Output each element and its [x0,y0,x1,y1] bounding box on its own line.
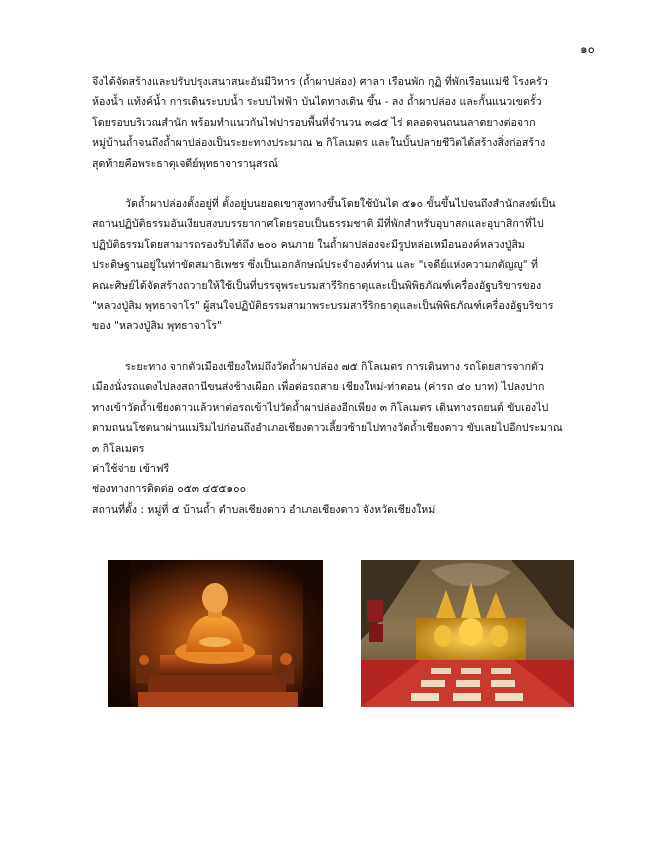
text-line: คณะศิษย์ได้จัดสร้างถวายให้ใช้เป็นที่บรรจุพระบรมสารีริกธาตุและเป็นพิพิธภัณฑ์เครื่องอัฐบริขารของ [92,279,542,292]
text-line: "หลวงปู่สิม พุทธาจาโร" ผู้สนใจปฏิบัติธรรมสามาพระบรมสารีริกธาตุและเป็นพิพิธภัณฑ์เครื่องอัฐบริขาร [92,300,554,313]
text-line: โดยรอบบริเวณสำนัก พร้อมทำแนวกันไฟปารอบพื้นที่จำนวน ๓๘๕ ไร่ ตลอดจนถนนลาดยางต่อจาก [92,116,536,129]
paragraph-1 [92,72,570,174]
text-line: สุดท้ายคือพระธาตุเจดีย์พุทธาจารานุสรณ์ [92,157,278,170]
text-line: วัดถ้ำผาปล่องตั้งอยู่ที่ ตั้งอยู่บนยอดเขาสูงทางขึ้นโดยใช้บันได ๕๑๐ ขั้นขึ้นไปจนถึงสำนักสงฆ์เป็น [125,198,556,211]
monk-statue-photo [108,560,323,707]
text-line: ตามถนนโชตนาผ่านแม่ริมไปก่อนถึงอำเภอเชียงดาวเลี้ยวซ้ายไปทางวัดถ้ำเชียงดาว ขับเลยไปอีกประมาณ [92,422,563,435]
paragraph-3 [92,357,570,459]
text-line: ปฏิบัติธรรมโดยสามารถรองรับได้ถึง ๒๐๐ คนภาย ในถ้ำผาปล่องจะมีรูปหล่อเหมือนองค์หลวงปู่สิม [92,238,525,251]
cave-shrine-photo [361,560,576,707]
text-line: ประดิษฐานอยู่ในท่าขัดสมาธิเพชร ซึ่งเป็นเอกลักษณ์ประจำองค์ท่าน และ "เจดีย์แห่งความกตัญญู" ที่ [92,259,538,272]
fee-line: ค่าใช้จ่าย เข้าฟรี [92,462,170,475]
contact-line: ช่องทางการติดต่อ ๐๕๓ ๔๕๕๑๐๐ [92,483,247,496]
address-line: สถานที่ตั้ง : หมู่ที่ ๕ บ้านถ้ำ ตำบลเชียงดาว อำเภอเชียงดาว จังหวัดเชียงใหม่ [92,503,436,516]
paragraph-2 [92,194,570,337]
page-number: ๑๐ [580,42,595,56]
text-line: สถานปฏิบัติธรรมอันเงียบสงบบรรยากาศโดยรอบเป็นธรรมชาติ มีที่พักสำหรับอุบาสกและอุบาสิกาที่ไป [92,218,544,231]
text-line: ทางเข้าวัดถ้ำเชียงดาวแล้วหาต่อรถเข้าไปวัดถ้ำผาปล่องอีกเพียง ๓ กิโลเมตร เดินทางรถยนต์ ขับเองไป [92,401,549,414]
document-body [92,72,570,520]
text-line: ของ "หลวงปู่สิม พุทธาจาโร" [92,320,222,333]
info-block [92,459,570,520]
text-line: จึงได้จัดสร้างและปรับปรุงเสนาสนะอันมีวิหาร (ถ้ำผาปล่อง) ศาลา เรือนพัก กุฏิ ที่พักเรือนแม่ชี โรงครัว [92,76,548,88]
text-line: ห้องน้ำ แท้งค์น้ำ การเดินระบบน้ำ ระบบไฟฟ้า บันไดทางเดิน ขึ้น - ลง ถ้ำผาปล่อง และกั้นแนวเขตรั้ว [92,96,542,109]
text-line: หมู่บ้านถ้ำจนถึงถ้ำผาปล่องเป็นระยะทางประมาณ ๒ กิโลเมตร และในบั้นปลายชีวิตได้สร้างสิ่งก่อสร้าง [92,137,546,150]
text-line: เมืองนั่งรถแดงไปลงสถานีขนส่งช้างเผือก เพื่อต่อรถสาย เชียงใหม่-ท่าตอน (ค่ารถ ๔๐ บาท) ไปลงปาก [92,381,545,394]
text-line: ระยะทาง จากตัวเมืองเชียงใหม่ถึงวัดถ้ำผาปล่อง ๗๕ กิโลเมตร การเดินทาง รถโดยสารจากตัว [125,360,544,373]
text-line: ๓ กิโลเมตร [92,442,145,455]
